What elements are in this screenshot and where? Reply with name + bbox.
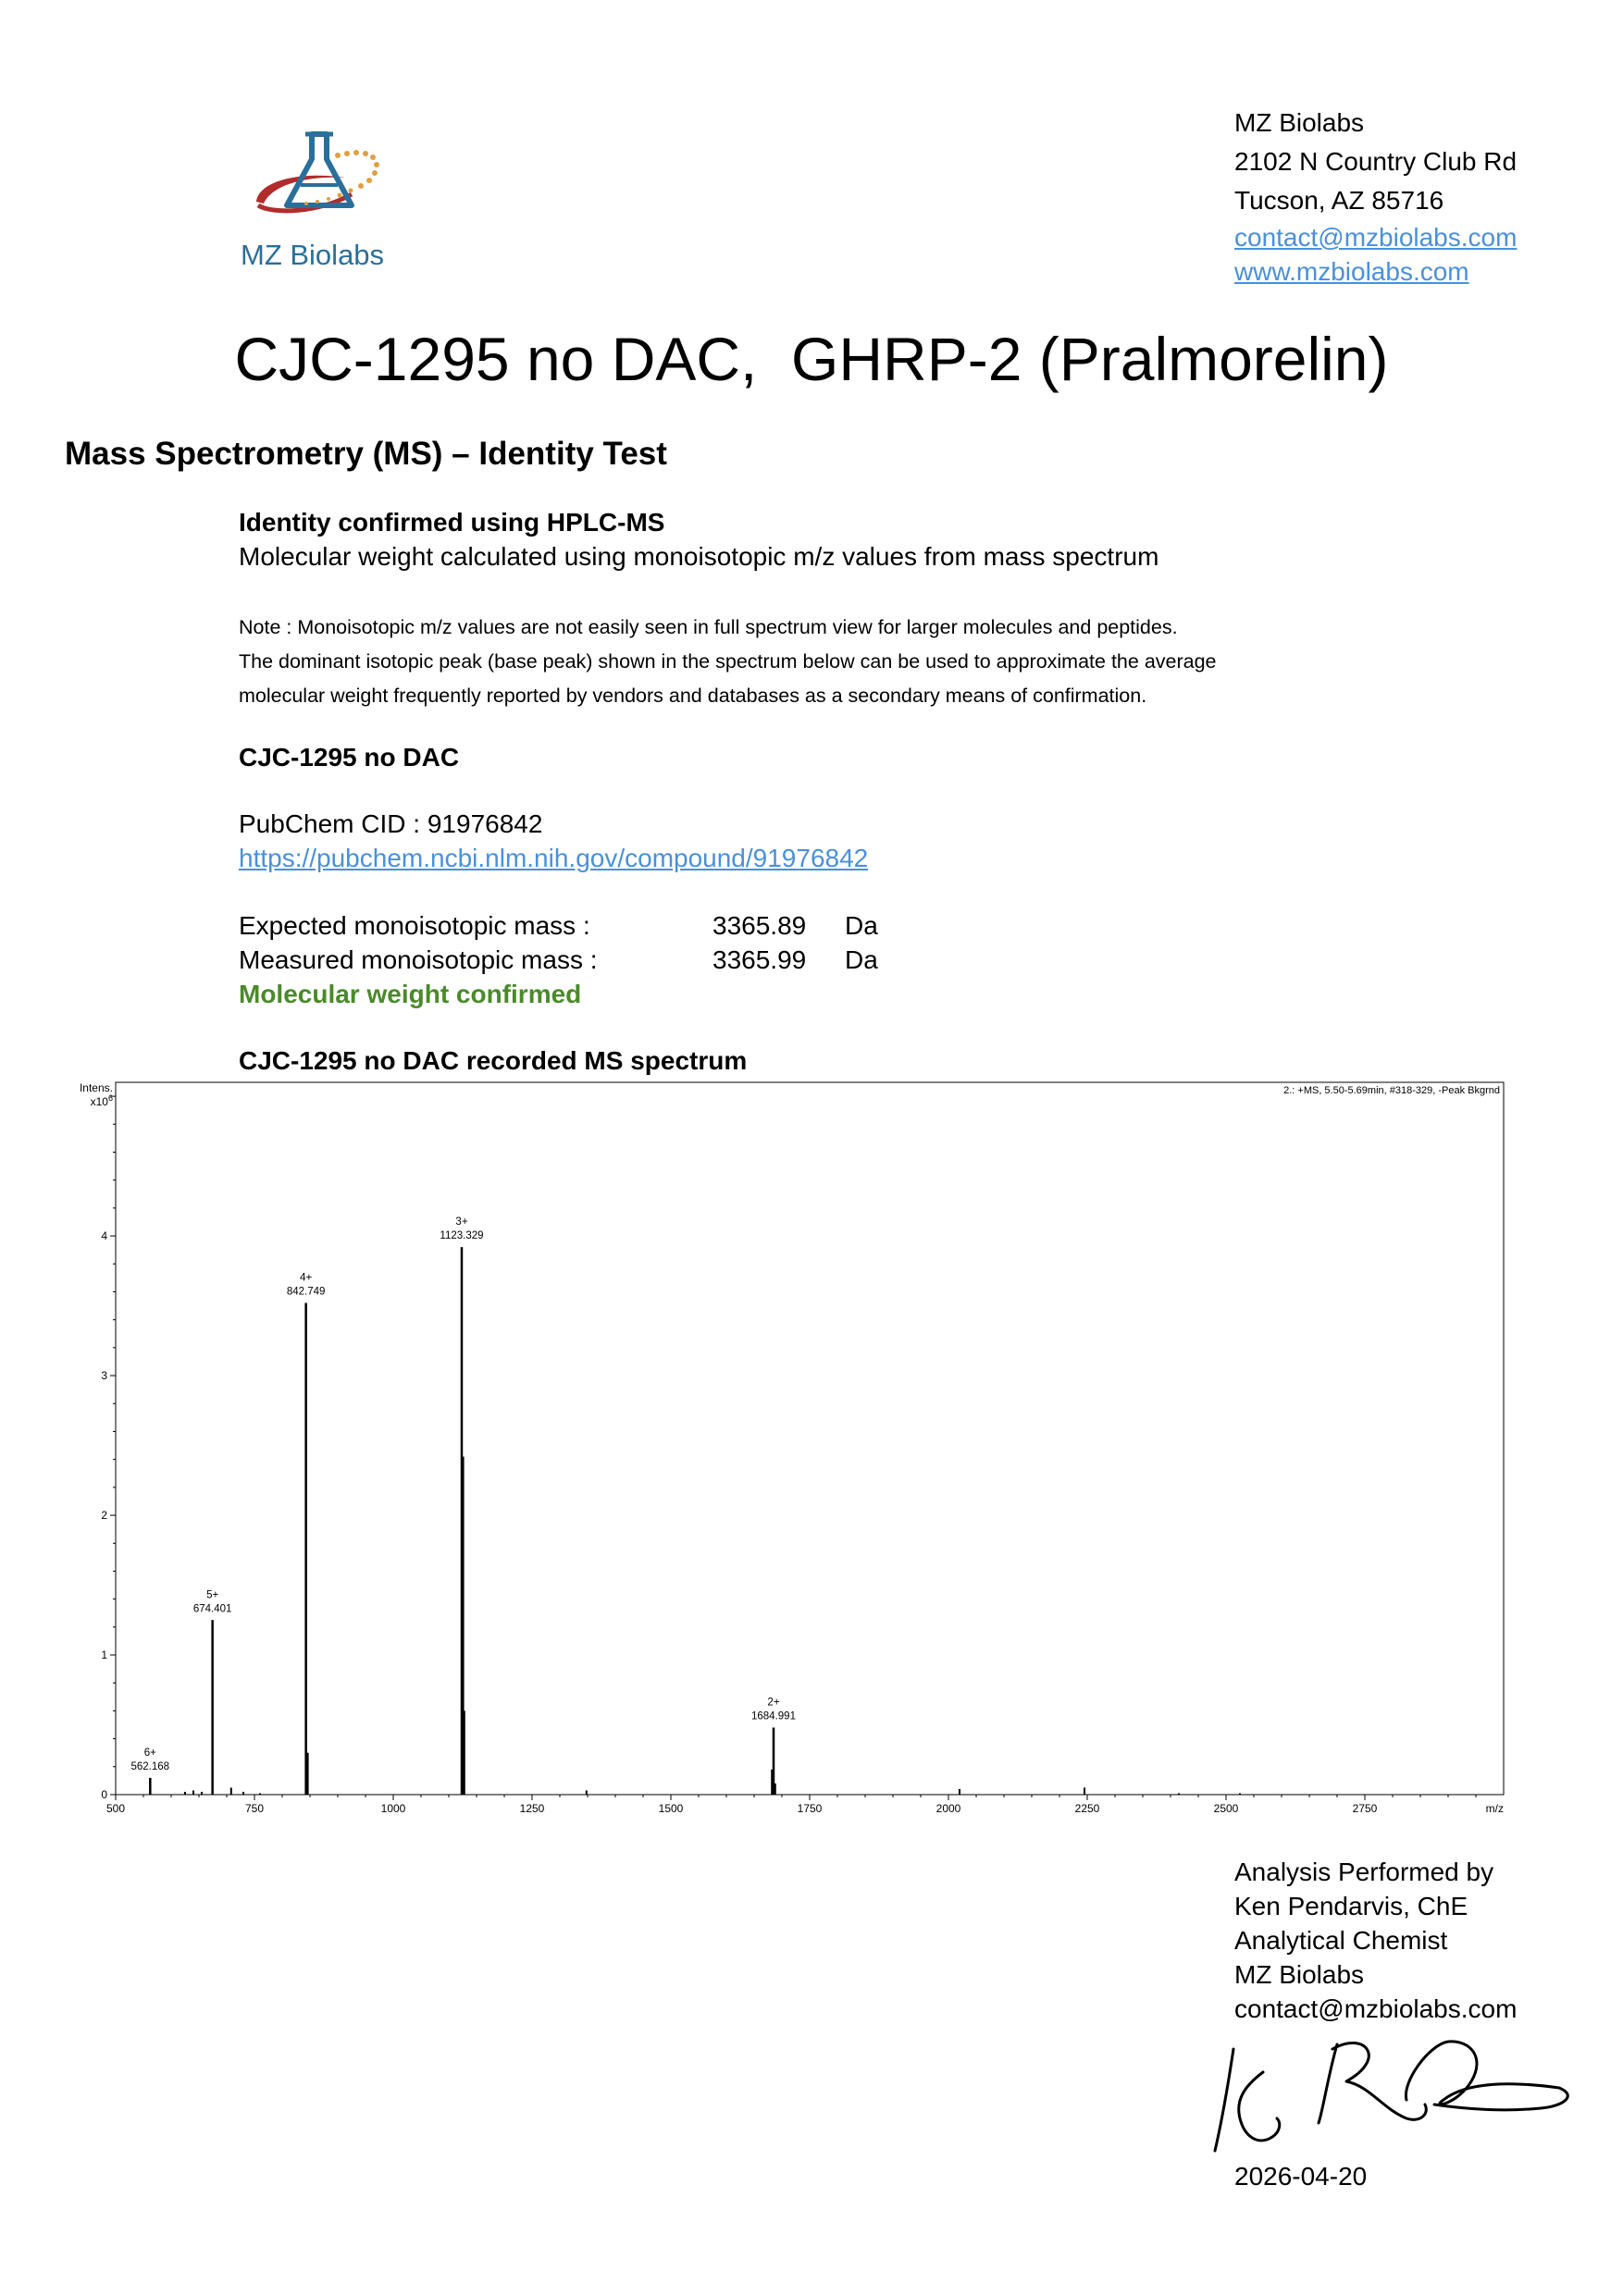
y-axis-scale: $x10^6$ [90,1093,113,1108]
report-date: 2026-04-20 [1234,2162,1368,2191]
x-axis-label: m/z [1485,1802,1504,1815]
x-tick-label: 750 [244,1802,265,1815]
y-tick-label: 2 [101,1509,107,1523]
website-link[interactable]: www.mzbiolabs.com [1234,257,1469,286]
note-line: molecular weight frequently reported by vendors and databases as a secondary means of confirmation. [239,685,1147,707]
peak-mz-label: 1123.329 [440,1230,484,1242]
address-line: Tucson, AZ 85716 [1234,186,1444,215]
pubchem-cid: PubChem CID : 91976842 [239,809,543,838]
spectrum-title: CJC-1295 no DAC recorded MS spectrum [239,1046,748,1075]
compound-name: CJC-1295 no DAC [239,743,460,772]
note-line: Note : Monoisotopic m/z values are not easily seen in full spectrum view for larger molecules and peptides. [239,616,1178,638]
peak-mz-label: 1684.991 [751,1710,796,1722]
peak-charge-label: 5+ [206,1589,219,1601]
company-address [1234,104,1517,289]
peak-charge-label: 6+ [143,1747,156,1759]
x-tick-label: 2250 [1074,1802,1100,1815]
y-tick-label: 1 [101,1648,107,1662]
y-tick-label: 3 [101,1369,107,1383]
y-tick-label: 4 [101,1229,107,1243]
signoff-line: contact@mzbiolabs.com [1234,1994,1518,2023]
identity-heading: Identity confirmed using HPLC-MS [239,508,665,537]
x-tick-label: 1000 [380,1802,406,1815]
x-tick-label: 1500 [658,1802,684,1815]
x-tick-label: 2000 [935,1802,961,1815]
email-link[interactable]: contact@mzbiolabs.com [1234,223,1518,252]
x-tick-label: 1250 [519,1802,545,1815]
y-axis-label: Intens. [79,1081,113,1094]
signoff-line: MZ Biolabs [1234,1960,1365,1989]
signoff-line: Analytical Chemist [1234,1926,1448,1955]
handwritten-signature [1208,2031,1578,2160]
x-tick-label: 500 [105,1802,126,1815]
logo-text: MZ Biolabs [241,239,385,271]
expected-mass-value: 3365.89 [712,911,807,940]
expected-mass-label: Expected monoisotopic mass : [239,911,590,940]
pubchem-link[interactable]: https://pubchem.ncbi.nlm.nih.gov/compound/91976842 [239,844,869,872]
peak-mz-label: 842.749 [286,1286,326,1298]
peak-charge-label: 3+ [455,1216,468,1228]
confirmation-text: Molecular weight confirmed [239,980,582,1008]
expected-mass-unit: Da [845,911,878,940]
analyst-signoff [1234,1855,1517,2026]
signoff-line: Analysis Performed by [1234,1858,1494,1886]
ms-spectrum-chart [56,1078,1536,1818]
x-tick-label: 1750 [797,1802,823,1815]
peak-mz-label: 674.401 [192,1603,232,1615]
spectrum-annotation: 2.: +MS, 5.50-5.69min, #318-329, -Peak Bkgrnd [1283,1085,1500,1096]
page-title: CJC-1295 no DAC, GHRP-2 (Pralmorelin) [234,325,1389,393]
address-line: MZ Biolabs [1234,108,1365,137]
note-line: The dominant isotopic peak (base peak) shown in the spectrum below can be used to approximate the average [239,650,1217,673]
peak-charge-label: 2+ [767,1697,780,1709]
company-logo [236,130,412,278]
peak-mz-label: 562.168 [130,1760,170,1772]
flask-logo-icon [236,130,412,241]
address-line: 2102 N Country Club Rd [1234,147,1518,176]
expected-mass-row [239,911,979,945]
measured-mass-value: 3365.99 [712,945,807,974]
x-tick-label: 2750 [1352,1802,1378,1815]
signoff-line: Ken Pendarvis, ChE [1234,1892,1468,1920]
identity-subtitle: Molecular weight calculated using monoisotopic m/z values from mass spectrum [239,542,1159,571]
measured-mass-row [239,945,979,980]
measured-mass-label: Measured monoisotopic mass : [239,945,598,974]
note-text [239,611,1217,713]
section-title: Mass Spectrometry (MS) – Identity Test [65,436,667,472]
peak-charge-label: 4+ [300,1272,313,1284]
measured-mass-unit: Da [845,945,878,974]
plot-frame [116,1082,1504,1795]
x-tick-label: 2500 [1213,1802,1239,1815]
y-tick-label: 0 [101,1788,107,1801]
